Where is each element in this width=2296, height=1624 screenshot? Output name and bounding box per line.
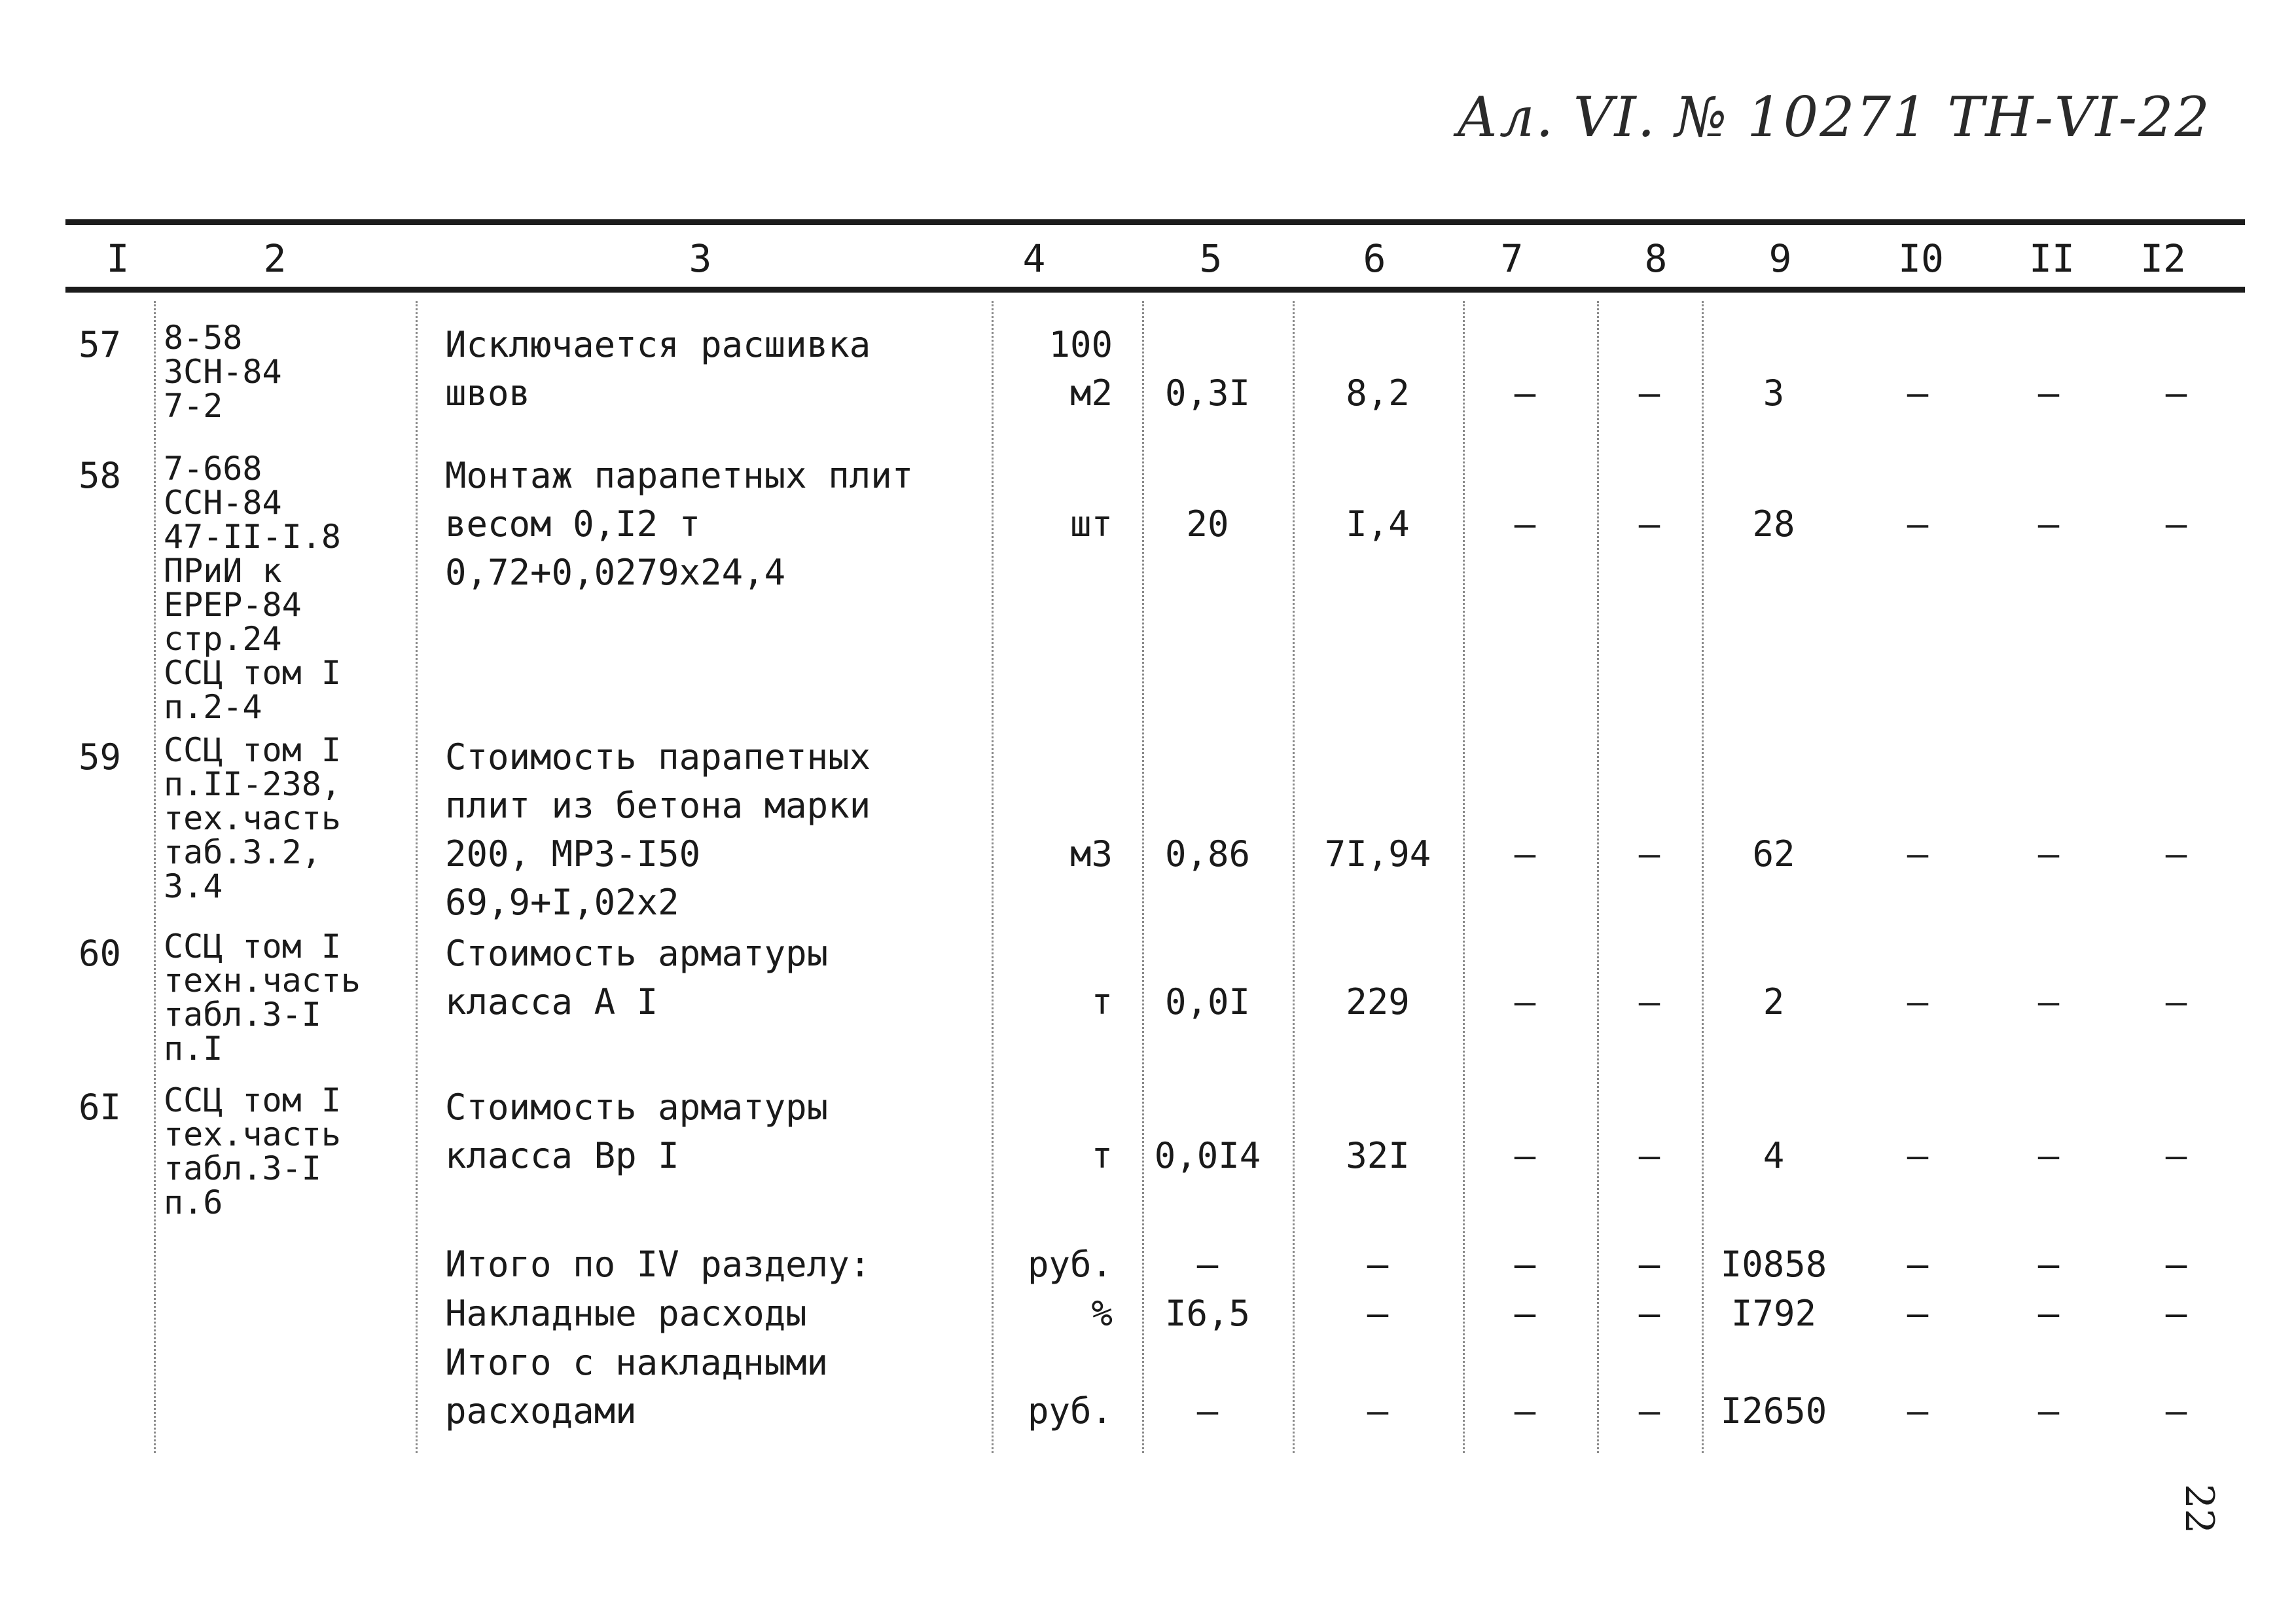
row-col7: –: [1514, 1293, 1536, 1334]
row-code: ССЦ том I тех.часть табл.3-I п.6: [164, 1081, 341, 1221]
col-head-1: I: [106, 236, 130, 281]
row-col8: –: [1638, 1390, 1660, 1432]
row-number: 6I: [79, 1087, 122, 1128]
row-price: I,4: [1346, 503, 1410, 545]
row-col11: –: [2037, 372, 2060, 414]
row-col7: –: [1514, 372, 1536, 414]
row-number: 58: [79, 455, 122, 496]
row-col9: 3: [1763, 372, 1785, 414]
row-col11: –: [2037, 1135, 2060, 1176]
row-code: ССЦ том I п.II-238, тех.часть таб.3.2, 3.4: [164, 731, 341, 905]
row-col8: –: [1638, 833, 1660, 875]
row-col7: –: [1514, 833, 1536, 875]
row-description: Стоимость арматуры класса Вр I: [445, 1087, 829, 1176]
row-description: Итого по IV разделу:: [445, 1244, 871, 1285]
row-code: 8-58 ЗСН-84 7-2: [164, 319, 282, 425]
row-col12: –: [2165, 1293, 2187, 1334]
row-col10: –: [1907, 372, 1929, 414]
row-quantity: –: [1196, 1390, 1219, 1432]
row-col10: –: [1907, 981, 1929, 1022]
row-number: 60: [79, 933, 122, 974]
table-header-row: [0, 232, 2296, 285]
col-head-12: I2: [2140, 236, 2186, 281]
col-head-8: 8: [1644, 236, 1668, 281]
col-head-11: II: [2029, 236, 2075, 281]
row-col8: –: [1638, 503, 1660, 545]
row-col7: –: [1514, 503, 1536, 545]
row-unit: м3: [1069, 833, 1113, 875]
col-head-4: 4: [1022, 236, 1046, 281]
row-quantity: 0,0I: [1164, 981, 1251, 1022]
col-head-5: 5: [1199, 236, 1223, 281]
row-description: Накладные расходы: [445, 1293, 807, 1334]
row-unit: руб.: [1027, 1390, 1113, 1432]
row-col10: –: [1907, 1244, 1929, 1285]
column-divider: [1293, 301, 1295, 1453]
row-col11: –: [2037, 503, 2060, 545]
column-divider: [992, 301, 994, 1453]
col-head-7: 7: [1500, 236, 1524, 281]
row-description: Итого с накладными расходами: [445, 1342, 829, 1432]
row-col10: –: [1907, 1390, 1929, 1432]
row-col12: –: [2165, 1244, 2187, 1285]
row-description: Монтаж парапетных плит весом 0,I2 т 0,72+0,0279х24,4: [445, 455, 914, 593]
row-col10: –: [1907, 503, 1929, 545]
row-col11: –: [2037, 1293, 2060, 1334]
row-col12: –: [2165, 372, 2187, 414]
column-divider: [1463, 301, 1465, 1453]
row-col12: –: [2165, 1390, 2187, 1432]
row-col10: –: [1907, 1293, 1929, 1334]
row-col7: –: [1514, 1244, 1536, 1285]
col-head-10: I0: [1898, 236, 1944, 281]
row-col9: I2650: [1720, 1390, 1827, 1432]
table-header-rule: [65, 287, 2245, 293]
row-col9: 62: [1752, 833, 1795, 875]
row-quantity: 0,0I4: [1154, 1135, 1261, 1176]
column-divider: [154, 301, 156, 1453]
row-number: 59: [79, 736, 122, 778]
row-price: –: [1367, 1390, 1389, 1432]
row-col9: I792: [1731, 1293, 1817, 1334]
row-col11: –: [2037, 1244, 2060, 1285]
col-head-6: 6: [1363, 236, 1386, 281]
row-price: –: [1367, 1244, 1389, 1285]
row-col10: –: [1907, 1135, 1929, 1176]
row-description: Стоимость арматуры класса А I: [445, 933, 829, 1022]
row-col7: –: [1514, 981, 1536, 1022]
row-code: ССЦ том I техн.часть табл.3-I п.I: [164, 928, 361, 1068]
archive-mark: Ал. VI. № 10271 ТН-VI-22: [1456, 85, 2211, 149]
col-head-2: 2: [263, 236, 287, 281]
row-col12: –: [2165, 1135, 2187, 1176]
row-quantity: 0,86: [1164, 833, 1251, 875]
row-price: 229: [1346, 981, 1410, 1022]
row-col8: –: [1638, 1135, 1660, 1176]
row-unit: 100 м2: [1049, 324, 1113, 414]
row-col9: 28: [1752, 503, 1795, 545]
row-number: 57: [79, 324, 122, 365]
row-quantity: 0,3I: [1164, 372, 1251, 414]
row-col10: –: [1907, 833, 1929, 875]
col-head-9: 9: [1768, 236, 1792, 281]
row-quantity: I6,5: [1164, 1293, 1251, 1334]
row-col8: –: [1638, 1293, 1660, 1334]
row-unit: т: [1091, 1135, 1113, 1176]
row-col8: –: [1638, 1244, 1660, 1285]
row-quantity: 20: [1186, 503, 1229, 545]
row-col12: –: [2165, 981, 2187, 1022]
row-col9: 4: [1763, 1135, 1785, 1176]
row-unit: руб.: [1027, 1244, 1113, 1285]
row-quantity: –: [1196, 1244, 1219, 1285]
row-col9: 2: [1763, 981, 1785, 1022]
row-price: 7I,94: [1324, 833, 1431, 875]
row-unit: %: [1091, 1293, 1113, 1334]
row-col7: –: [1514, 1135, 1536, 1176]
row-col9: I0858: [1720, 1244, 1827, 1285]
row-col12: –: [2165, 503, 2187, 545]
row-description: Исключается расшивка швов: [445, 324, 871, 414]
page-number: 22: [2176, 1483, 2222, 1534]
row-col11: –: [2037, 1390, 2060, 1432]
row-col11: –: [2037, 833, 2060, 875]
row-code: 7-668 ССН-84 47-II-I.8 ПРиИ к ЕРЕР-84 стр.24 ССЦ том I п.2-4: [164, 450, 341, 726]
row-col8: –: [1638, 372, 1660, 414]
column-divider: [1702, 301, 1704, 1453]
row-unit: шт: [1069, 503, 1113, 545]
row-unit: т: [1091, 981, 1113, 1022]
row-description: Стоимость парапетных плит из бетона марки 200, МРЗ-I50 69,9+I,02х2: [445, 736, 871, 923]
row-col8: –: [1638, 981, 1660, 1022]
table-top-rule: [65, 219, 2245, 225]
row-col7: –: [1514, 1390, 1536, 1432]
col-head-3: 3: [689, 236, 712, 281]
row-price: –: [1367, 1293, 1389, 1334]
row-price: 8,2: [1346, 372, 1410, 414]
row-price: 32I: [1346, 1135, 1410, 1176]
row-col11: –: [2037, 981, 2060, 1022]
row-col12: –: [2165, 833, 2187, 875]
